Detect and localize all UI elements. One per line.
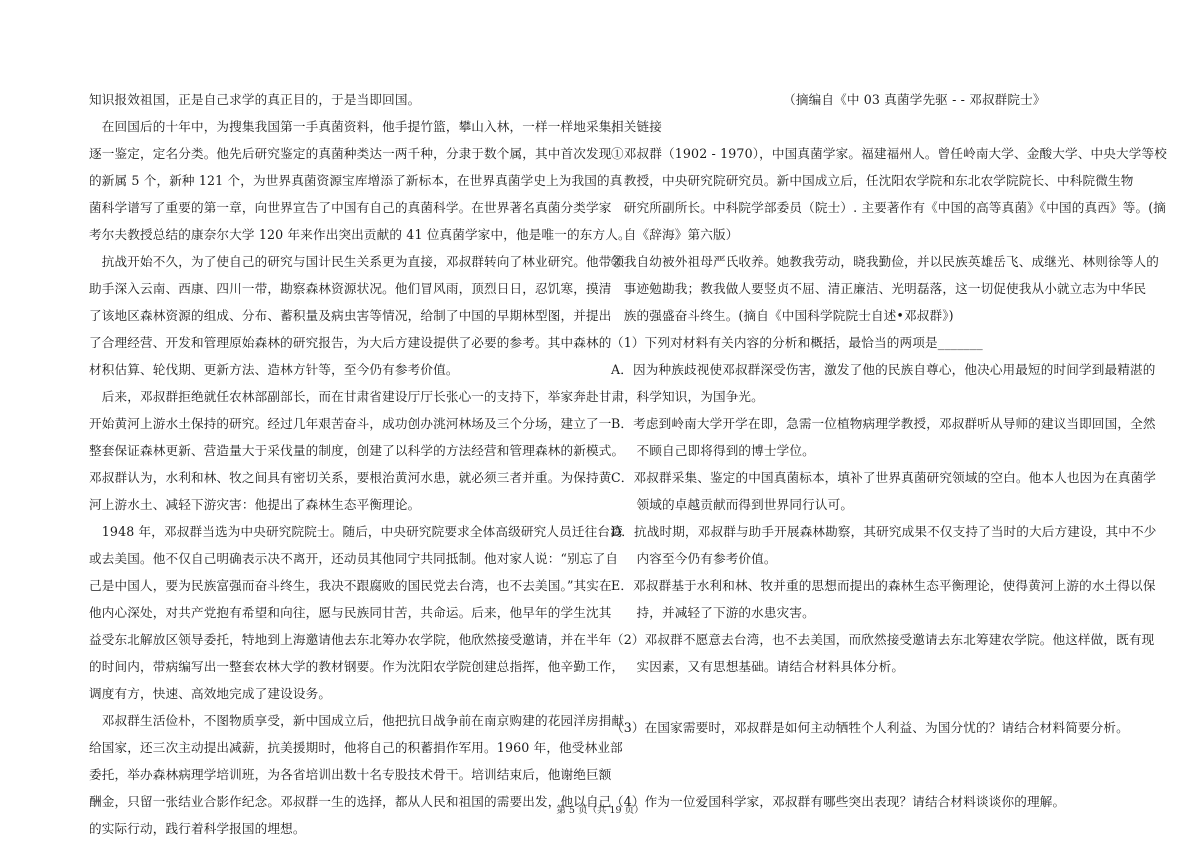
left-line: 委托，举办森林病理学培训班，为各省培训出数十名专股技术骨干。培训结束后，他谢绝巨额 (89, 767, 612, 782)
option-c: C．邓叔群采集、鉴定的中国真菌标本，填补了世界真菌研究领域的空白。他本人也因为在真菌学 (611, 470, 1157, 485)
option-a: 科学知识，为国争光。 (611, 389, 764, 404)
related-link-item: 族的强盛奋斗终生。(摘自《中国科学院院士自述•邓叔群》) (611, 308, 954, 323)
question-4: （4）作为一位爱国科学家，邓叔群有哪些突出表现？请结合材料谈谈你的理解。 (611, 794, 1066, 809)
page-number: 第 5 页（共 19 页） (556, 805, 644, 816)
question-3: （3）在国家需要时，邓叔群是如何主动牺牲个人利益、为国分忧的？请结合材料简要分析。 (611, 720, 1129, 735)
question-2: 实因素，又有思想基础。请结合材料具体分析。 (611, 659, 905, 674)
left-line: 或去美国。他不仅自己明确表示决不离开，还动员其他同宁共同抵制。他对家人说：“别忘了自 (89, 551, 619, 566)
left-line: 抗战开始不久，为了使自己的研究与国计民生关系更为直接，邓叔群转向了林业研究。他带领 (89, 254, 625, 269)
left-line: 助手深入云南、西康、四川一带，勘察森林资源状况。他们冒风雨，顶烈日日，忍饥寒，摸清 (89, 281, 612, 296)
left-line: 开始黄河上游水土保持的研究。经过几年艰苦奋斗，成功创办洮河林场及三个分场，建立了一 (89, 416, 612, 431)
source-citation: （摘编自《中 03 真菌学先驱 - - 邓叔群院士》 (611, 92, 1046, 107)
left-line: 的新属 5 个，新种 121 个，为世界真菌资源宝库增添了新标本，在世界真菌学史上为我国的真 (89, 173, 623, 188)
section-heading: 相关链接 (611, 119, 662, 134)
left-line: 邓叔群生活俭朴，不图物质享受，新中国成立后，他把抗日战争前在南京购建的花园洋房捐献 (89, 713, 625, 728)
option-b: B．考虑到岭南大学开学在即，急需一位植物病理学教授，邓叔群听从导师的建议当即回国，全然 (611, 416, 1156, 431)
left-line: 整套保证森林更新、营造量大于采伐量的制度，创建了以科学的方法经营和管理森林的新模式。 (89, 443, 625, 458)
left-line: 调度有方，快速、高效地完成了建设设务。 (89, 686, 332, 701)
left-line: 1948 年，邓叔群当选为中央研究院院士。随后，中央研究院要求全体高级研究人员迁往台湾 (89, 524, 623, 539)
left-line: 他内心深处，对共产党抱有希望和向往，愿与民族同甘苦，共命运。后来，他早年的学生沈其 (89, 605, 612, 620)
left-line: 菌科学谱写了重要的第一章，向世界宣告了中国有自己的真菌科学。在世界著名真菌分类学家 (89, 200, 612, 215)
option-d: 内容至今仍有参考价值。 (611, 551, 777, 566)
option-d: D．抗战时期，邓叔群与助手开展森林勘察，其研究成果不仅支持了当时的大后方建设，其中不少 (611, 524, 1157, 539)
option-e: E．邓叔群基于水利和林、牧并重的思想而提出的森林生态平衡理论，使得黄河上游的水土得以保 (611, 578, 1156, 593)
related-link-item: 教授，中央研究院研究员。新中国成立后，任沈阳农学院和东北农学院院长、中科院微生物 (611, 173, 1134, 188)
left-line: 了合理经营、开发和管理原始森林的研究报告，为大后方建设提供了必要的参考。其中森林的 (89, 335, 612, 350)
related-link-item: 自《辞海》第六版） (611, 227, 739, 242)
left-line: 后来，邓叔群拒绝就任农林部副部长，而在甘肃省建设厅厅长张心一的支持下，举家奔赴甘肃， (89, 389, 637, 404)
related-link-item: ②我自幼被外祖母严氏收养。她教我劳动，晓我勤俭，并以民族英雄岳飞、成继光、林则徐等人的 (611, 254, 1159, 269)
left-line: 考尔夫教授总结的康奈尔大学 120 年来作出突出贡献的 41 位真菌学家中，他是唯一的东方人。 (89, 227, 631, 242)
left-line: 给国家，还三次主动提出减薪，抗美援期时，他将自己的积蓄捐作军用。1960 年，他受林业部 (89, 740, 623, 755)
related-link-item: 事迹勉勘我；教我做人要竖贞不屈、清正廉洁、光明磊落，这一切促使我从小就立志为中华民 (611, 281, 1147, 296)
question-1-stem: （1）下列对材料有关内容的分析和概括，最恰当的两项是_______ (611, 335, 983, 350)
left-line: 的时间内，带病编写出一整套农林大学的教材钢要。作为沈阳农学院创建总指挥，他辛勤工作， (89, 659, 625, 674)
left-line: 知识报效祖国，正是自己求学的真正目的，于是当即回国。 (89, 92, 421, 107)
left-line: 益受东北解放区领导委托，特地到上海邀请他去东北筹办农学院，他欣然接受邀请，并在半年 (89, 632, 612, 647)
left-line: 酬金，只留一张结业合影作纪念。邓叔群一生的选择，都从人民和祖国的需要出发，他以自己 (89, 794, 612, 809)
left-line: 的实际行动，践行着科学报国的埋想。 (89, 821, 306, 836)
left-line: 材积估算、轮伐期、更新方法、造林方针等，至今仍有参考价值。 (89, 362, 459, 377)
left-line: 逐一鉴定，定名分类。他先后研究鉴定的真菌种类达一两千种，分隶于数个属，其中首次发现 (89, 146, 612, 161)
option-a: A．因为种族歧视使邓叔群深受伤害，激发了他的民族自尊心，他决心用最短的时间学到最精湛的 (611, 362, 1156, 377)
left-line: 了该地区森林资源的组成、分布、蓄积量及病虫害等情况，给制了中国的早期林型图，并提出 (89, 308, 612, 323)
question-2: （2）邓叔群不愿意去台湾，也不去美国，而欣然接受邀请去东北筹建农学院。他这样做，既有现 (611, 632, 1155, 647)
left-line: 邓叔群认为，水利和林、牧之间具有密切关系，要根治黄河水患，就必须三者并重。为保持黄 (89, 470, 612, 485)
left-line: 在回国后的十年中，为搜集我国第一手真菌资料，他手提竹篮，攀山入林，一样一样地采集， (89, 119, 625, 134)
related-link-item: 研究所副所长。中科院学部委员（院士）. 主要著作有《中国的高等真菌》《中国的真西》等。(摘 (611, 200, 1167, 215)
option-b: 不顾自己即将得到的博士学位。 (611, 443, 815, 458)
left-line: 河上游水土、减轻下游灾害：他提出了森林生态平衡理论。 (89, 497, 421, 512)
option-e: 持，并减轻了下游的水患灾害。 (611, 605, 815, 620)
related-link-item: ①邓叔群（1902 - 1970），中国真菌学家。福建福州人。曾任岭南大学、金酸大学、中央大学等校 (611, 146, 1167, 161)
option-c: 领域的卓越贡献而得到世界同行认可。 (611, 497, 854, 512)
left-line: 己是中国人，要为民族富强而奋斗终生，我决不跟腐败的国民党去台湾，也不去美国。”其实在 (89, 578, 612, 593)
